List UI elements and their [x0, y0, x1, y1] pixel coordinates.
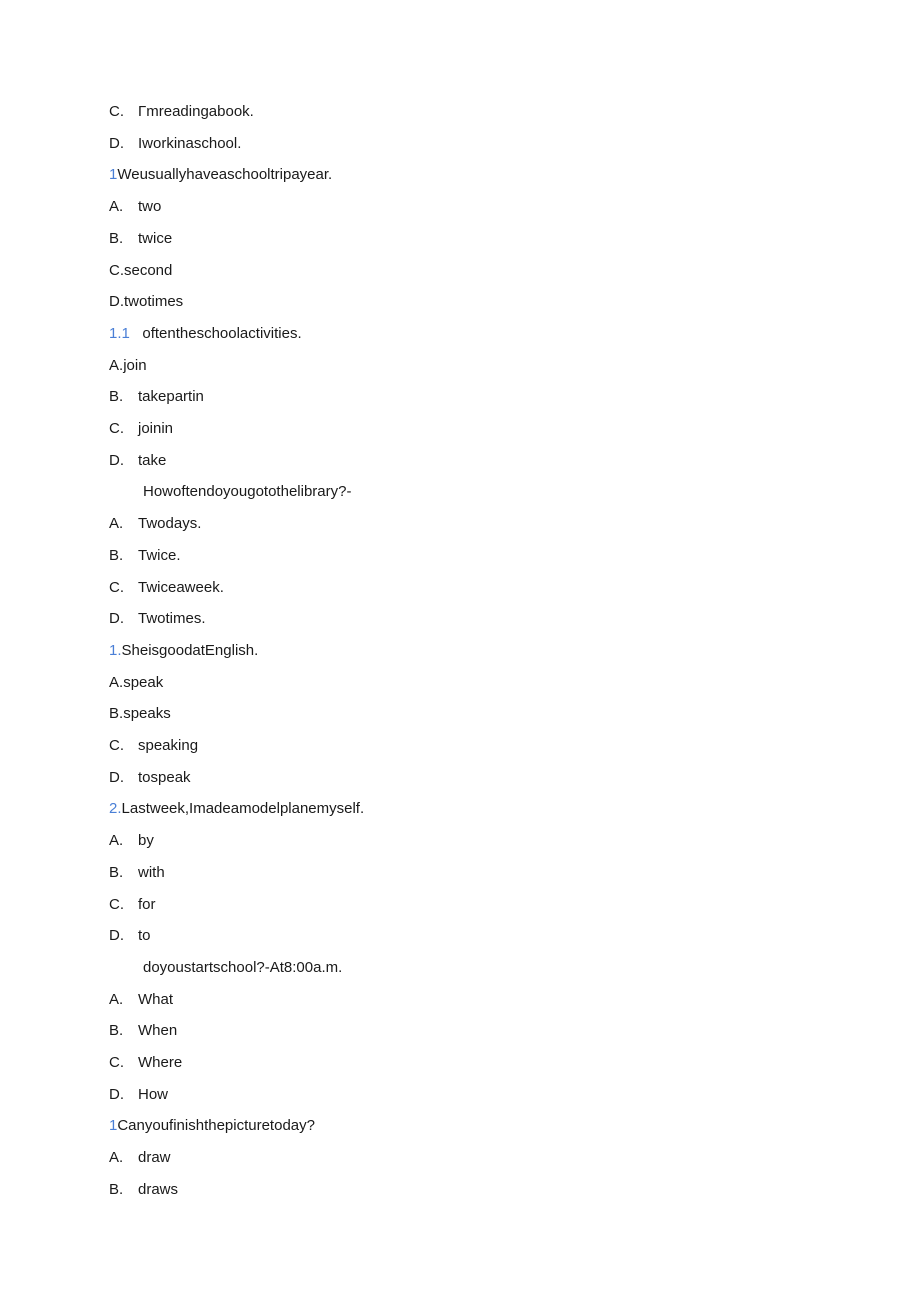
option-letter: C. — [109, 578, 124, 596]
option-text: joinin — [138, 420, 174, 437]
option-line — [109, 736, 198, 756]
option-text: How — [138, 1085, 169, 1103]
option-letter: D. — [109, 1085, 124, 1103]
option-letter: D. — [109, 451, 124, 469]
option-letter: B. — [109, 1180, 124, 1198]
option-text: two — [138, 198, 162, 216]
option-line — [109, 609, 206, 629]
option-line — [109, 578, 224, 598]
option-line — [109, 229, 172, 249]
option-letter: C. — [109, 103, 124, 120]
question-number: 1 — [109, 166, 118, 184]
option-line — [109, 102, 254, 122]
option-letter: D. — [109, 927, 124, 945]
option-text: twotimes — [124, 293, 184, 311]
option-line — [109, 134, 241, 154]
question-line — [143, 958, 342, 978]
option-line — [109, 926, 151, 946]
question-text: Weusuallyhaveaschooltripayear. — [117, 166, 333, 184]
option-text: to — [138, 927, 151, 945]
option-text: Twiceaweek. — [138, 578, 224, 596]
question-text: doyoustartschool?-At8:00a.m. — [143, 958, 343, 976]
option-line — [109, 261, 172, 281]
option-letter: C. — [109, 737, 124, 754]
option-line — [109, 1085, 168, 1105]
option-line — [109, 863, 165, 883]
question-text: SheisgoodatEnglish. — [121, 641, 259, 659]
question-number: 1.1 — [109, 324, 130, 342]
option-letter: B. — [109, 388, 124, 406]
option-line — [109, 514, 201, 534]
question-line — [109, 799, 364, 819]
option-text: Twodays. — [138, 515, 202, 533]
option-text: What — [138, 990, 174, 1008]
option-line — [109, 419, 173, 439]
option-text: When — [138, 1022, 178, 1040]
option-line — [109, 1021, 177, 1041]
question-line — [109, 324, 302, 344]
option-letter: A. — [109, 673, 124, 691]
question-text: Lastweek,Imadeamodelplanemyself. — [121, 800, 365, 818]
option-letter: A. — [109, 515, 124, 533]
option-letter: B. — [109, 229, 124, 247]
question-text: oftentheschoolactivities. — [129, 324, 302, 342]
option-line — [109, 1148, 171, 1168]
option-letter: A. — [109, 832, 124, 850]
option-text: twice — [138, 229, 173, 247]
option-line — [109, 673, 163, 693]
option-line — [109, 704, 171, 724]
option-letter: B. — [109, 863, 124, 881]
option-letter: C. — [109, 1054, 124, 1071]
option-line — [109, 356, 147, 376]
option-text: Iworkinaschool. — [138, 134, 242, 152]
question-line — [109, 1116, 315, 1136]
option-line — [109, 546, 181, 566]
option-text: draw — [138, 1149, 171, 1167]
option-letter: C. — [109, 261, 124, 279]
option-text: Twotimes. — [138, 610, 206, 628]
option-line — [109, 292, 183, 312]
option-text: for — [138, 895, 156, 913]
option-line — [109, 990, 173, 1010]
question-text: Howoftendoyougotothelibrary?- — [143, 483, 352, 501]
question-text: Canyoufinishthepicturetoday? — [117, 1117, 315, 1135]
option-letter: C. — [109, 420, 124, 437]
option-letter: C. — [109, 895, 124, 913]
option-text: draws — [138, 1180, 179, 1198]
option-text: tospeak — [138, 768, 191, 786]
option-text: take — [138, 451, 167, 469]
option-text: second — [124, 261, 173, 279]
option-letter: A. — [109, 356, 124, 374]
question-line — [143, 482, 351, 502]
option-letter: B. — [109, 546, 124, 564]
option-letter: A. — [109, 198, 124, 216]
option-line — [109, 895, 156, 915]
option-text: takepartin — [138, 388, 204, 406]
option-line — [109, 387, 204, 407]
option-text: speaks — [123, 705, 171, 723]
option-text: Twice. — [138, 546, 181, 564]
option-text: by — [138, 832, 154, 850]
question-number: 1 — [109, 1117, 118, 1135]
option-letter: A. — [109, 990, 124, 1008]
option-text: speak — [123, 673, 164, 691]
option-letter: B. — [109, 705, 124, 723]
option-line — [109, 197, 161, 217]
option-line — [109, 768, 191, 788]
option-text: Where — [138, 1054, 183, 1071]
option-letter: B. — [109, 1022, 124, 1040]
option-text: join — [123, 356, 147, 374]
option-line — [109, 1180, 178, 1200]
question-line — [109, 641, 258, 661]
option-letter: A. — [109, 1149, 124, 1167]
option-letter: D. — [109, 293, 124, 311]
question-number: 2. — [109, 800, 122, 818]
option-text: Γmreadingabook. — [138, 103, 254, 120]
option-text: with — [138, 863, 165, 881]
option-letter: D. — [109, 134, 124, 152]
option-letter: D. — [109, 768, 124, 786]
question-line — [109, 165, 332, 185]
option-line — [109, 451, 166, 471]
question-number: 1. — [109, 641, 122, 659]
option-letter: D. — [109, 610, 124, 628]
option-line — [109, 1053, 182, 1073]
option-line — [109, 831, 154, 851]
option-text: speaking — [138, 737, 199, 754]
